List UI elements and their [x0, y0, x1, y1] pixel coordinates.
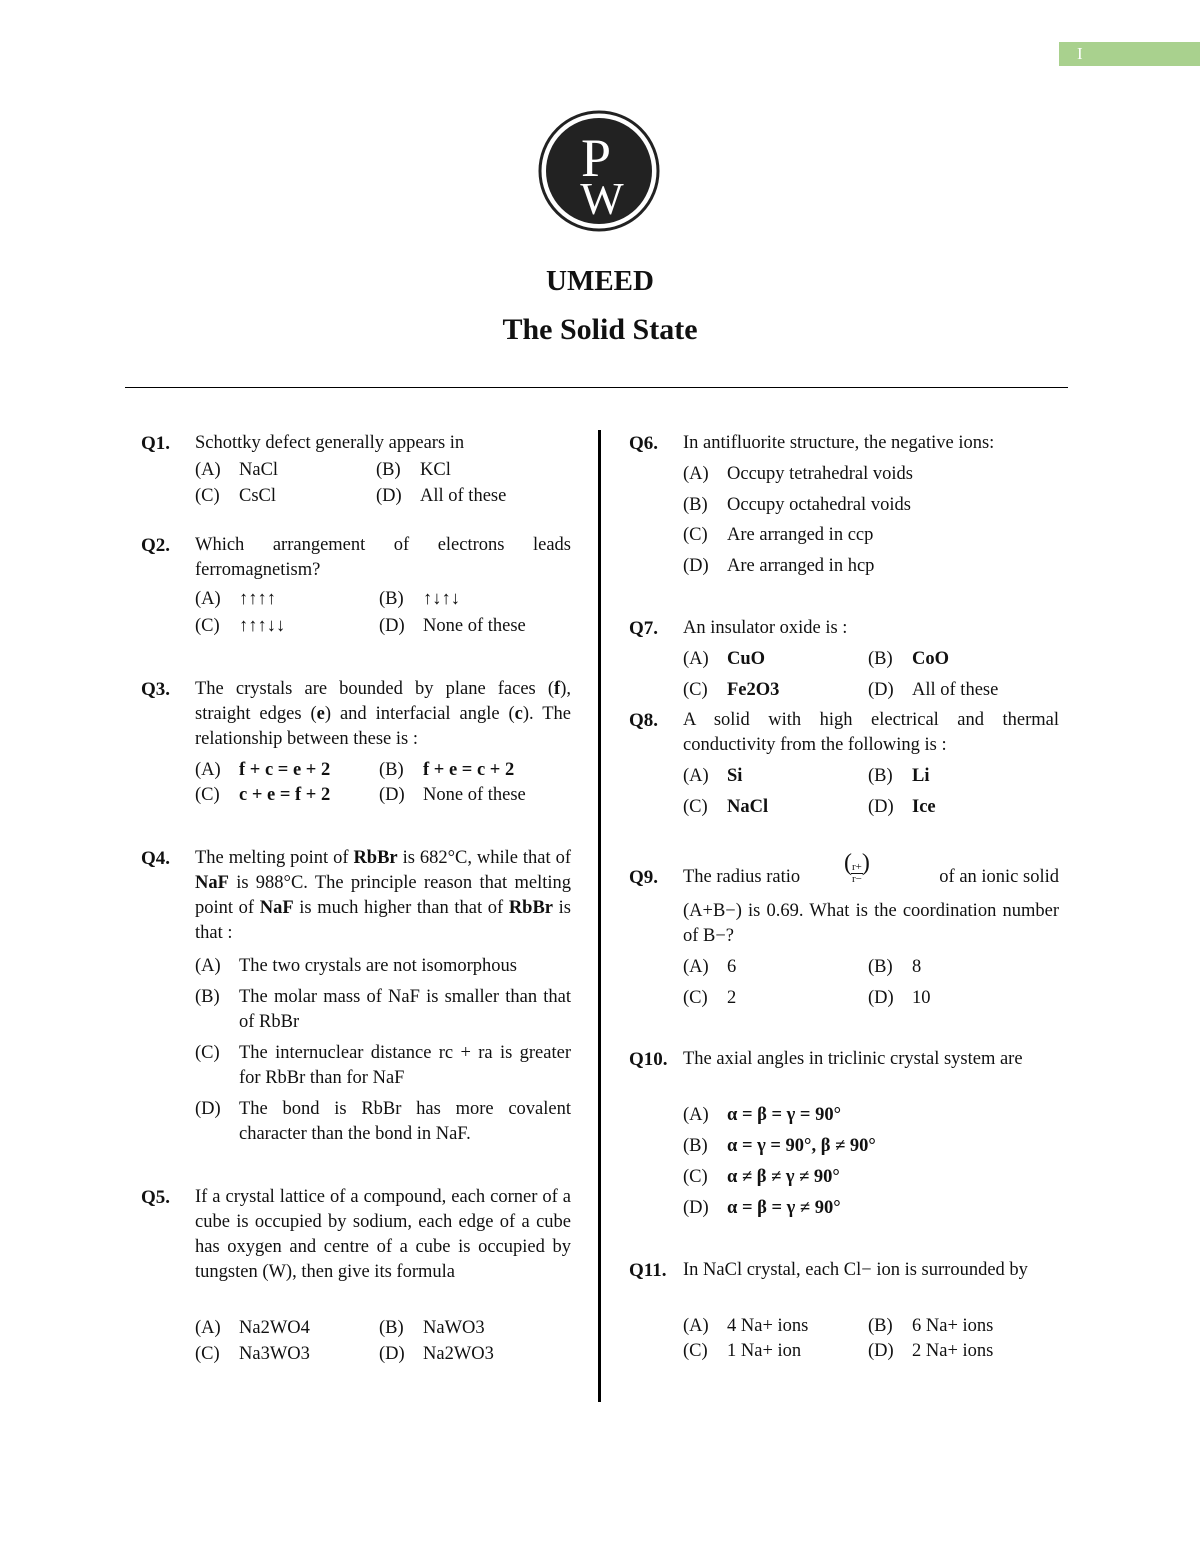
question-3	[141, 677, 573, 812]
option-b: (B) ↑↓↑↓	[379, 589, 460, 609]
question-number: Q4.	[141, 848, 171, 869]
option-a: (A) 4 Na+ ions	[683, 1316, 809, 1336]
option-a: (A) ↑↑↑↑	[195, 589, 276, 609]
question-8	[629, 708, 1061, 828]
option-c: (C) 1 Na+ ion	[683, 1341, 802, 1361]
radius-ratio-fraction: ( $\frac{r+}{r-}$ )	[846, 862, 868, 885]
question-1	[141, 431, 573, 511]
question-number: Q5.	[141, 1187, 171, 1208]
question-stem: In NaCl crystal, each Cl− ion is surrounded by	[683, 1260, 1028, 1280]
question-number: Q3.	[141, 679, 171, 700]
question-10	[629, 1047, 1061, 1222]
option-d: (D) All of these	[868, 680, 999, 700]
question-stem-line-2: (A+B−) is 0.69. What is the coordination number of B−?	[683, 901, 1059, 946]
option-b: (B) Occupy octahedral voids	[683, 495, 911, 515]
question-number: Q11.	[629, 1260, 667, 1281]
question-number: Q7.	[629, 618, 659, 639]
option-c: (C) Are arranged in ccp	[683, 525, 874, 545]
question-number: Q1.	[141, 433, 171, 454]
question-stem: An insulator oxide is :	[683, 618, 848, 638]
option-a: (A) Occupy tetrahedral voids	[683, 464, 913, 484]
option-d: (D) None of these	[379, 785, 526, 805]
option-a: (A) f + c = e + 2	[195, 760, 331, 780]
question-number: Q2.	[141, 535, 171, 556]
option-b: (B) KCl	[376, 460, 451, 480]
question-stem: Schottky defect generally appears in	[195, 433, 465, 453]
option-b: (B) α = γ = 90°, β ≠ 90°	[683, 1136, 876, 1156]
option-d: (D) Na2WO3	[379, 1344, 494, 1364]
document-subtitle: The Solid State	[502, 313, 698, 346]
document-title: UMEED	[546, 265, 654, 297]
option-c: (C) α ≠ β ≠ γ ≠ 90°	[683, 1167, 840, 1187]
question-2	[141, 533, 573, 643]
option-a: (A) Si	[683, 766, 743, 786]
option-b: (B) NaWO3	[379, 1318, 485, 1338]
pw-logo	[538, 110, 660, 232]
question-9	[629, 862, 1061, 1012]
option-c: (C) Fe2O3	[683, 680, 780, 700]
option-d: (D) None of these	[379, 616, 526, 636]
option-b: (B) 6 Na+ ions	[868, 1316, 994, 1336]
option-d: (D) 10	[868, 988, 931, 1008]
question-stem: The crystals are bounded by plane faces (f), straight edges (e) and interfacial angle (c). The relationship between these is :	[195, 679, 571, 749]
question-number: Q10.	[629, 1049, 668, 1070]
question-stem: Which arrangement of electrons leads ferromagnetism?	[195, 535, 571, 580]
option-a: (A) CuO	[683, 649, 766, 669]
header-divider	[125, 387, 1068, 388]
option-d: (D) Are arranged in hcp	[683, 556, 875, 576]
question-stem: A solid with high electrical and thermal conductivity from the following is :	[683, 710, 1059, 755]
option-a: (A) 6	[683, 957, 737, 977]
option-b: (B) Li	[868, 766, 930, 786]
option-b: (B) f + e = c + 2	[379, 760, 515, 780]
option-b: (B) CoO	[868, 649, 949, 669]
page-number-tab	[1059, 42, 1200, 66]
option-b: (B) 8	[868, 957, 922, 977]
question-stem: In antifluorite structure, the negative ions:	[683, 433, 995, 453]
question-number: Q8.	[629, 710, 659, 731]
question-stem: The melting point of RbBr is 682°C, while that of NaF is 988°C. The principle reason that melting point of NaF is much higher than that of RbBr is that :	[195, 848, 571, 943]
option-c: (C) Na3WO3	[195, 1344, 310, 1364]
option-a: (A) NaCl	[195, 460, 279, 480]
question-6	[629, 431, 1061, 581]
option-c: (C) ↑↑↑↓↓	[195, 616, 286, 636]
question-stem: If a crystal lattice of a compound, each corner of a cube is occupied by sodium, each edge of a cube has oxygen and centre of a cube is occupied by tungsten (W), then give its formula	[195, 1187, 571, 1282]
option-d: (D) Ice	[868, 797, 936, 817]
question-stem: The axial angles in triclinic crystal system are	[683, 1049, 1023, 1069]
question-stem-line-1: The radius ratio ( $\frac{r+}{r-}$ ) of an ionic solid	[683, 862, 1059, 894]
option-a: (A) Na2WO4	[195, 1318, 310, 1338]
option-c: (C) c + e = f + 2	[195, 785, 331, 805]
option-c: (C) CsCl	[195, 486, 277, 506]
option-d: (D) 2 Na+ ions	[868, 1341, 994, 1361]
question-4: Q4. The melting point of RbBr is 682°C, while that of NaF is 988°C. The principle reason that melting point of NaF is much higher than that of RbBr is that : (A) The two crystals are not isomorphous (B) The molar mass of NaF is smaller than that of RbBr (C) The internuclear distance rc + ra is greater for RbBr than for NaF (D) The bond is RbBr has more covalent character than the bond in NaF.	[141, 848, 571, 1144]
option-c: (C) 2	[683, 988, 737, 1008]
question-7	[629, 616, 1061, 706]
column-divider	[598, 430, 601, 1402]
svg-text:P: P	[580, 128, 612, 188]
question-number: Q6.	[629, 433, 659, 454]
option-c: (C) NaCl	[683, 797, 769, 817]
question-number: Q9.	[629, 867, 659, 888]
svg-text:W: W	[580, 173, 624, 224]
question-11	[629, 1258, 1061, 1368]
option-d: (D) α = β = γ ≠ 90°	[683, 1198, 841, 1218]
question-5	[141, 1185, 573, 1370]
option-a: (A) α = β = γ = 90°	[683, 1105, 841, 1125]
page-number: I	[1077, 44, 1083, 63]
option-d: (D) All of these	[376, 486, 507, 506]
